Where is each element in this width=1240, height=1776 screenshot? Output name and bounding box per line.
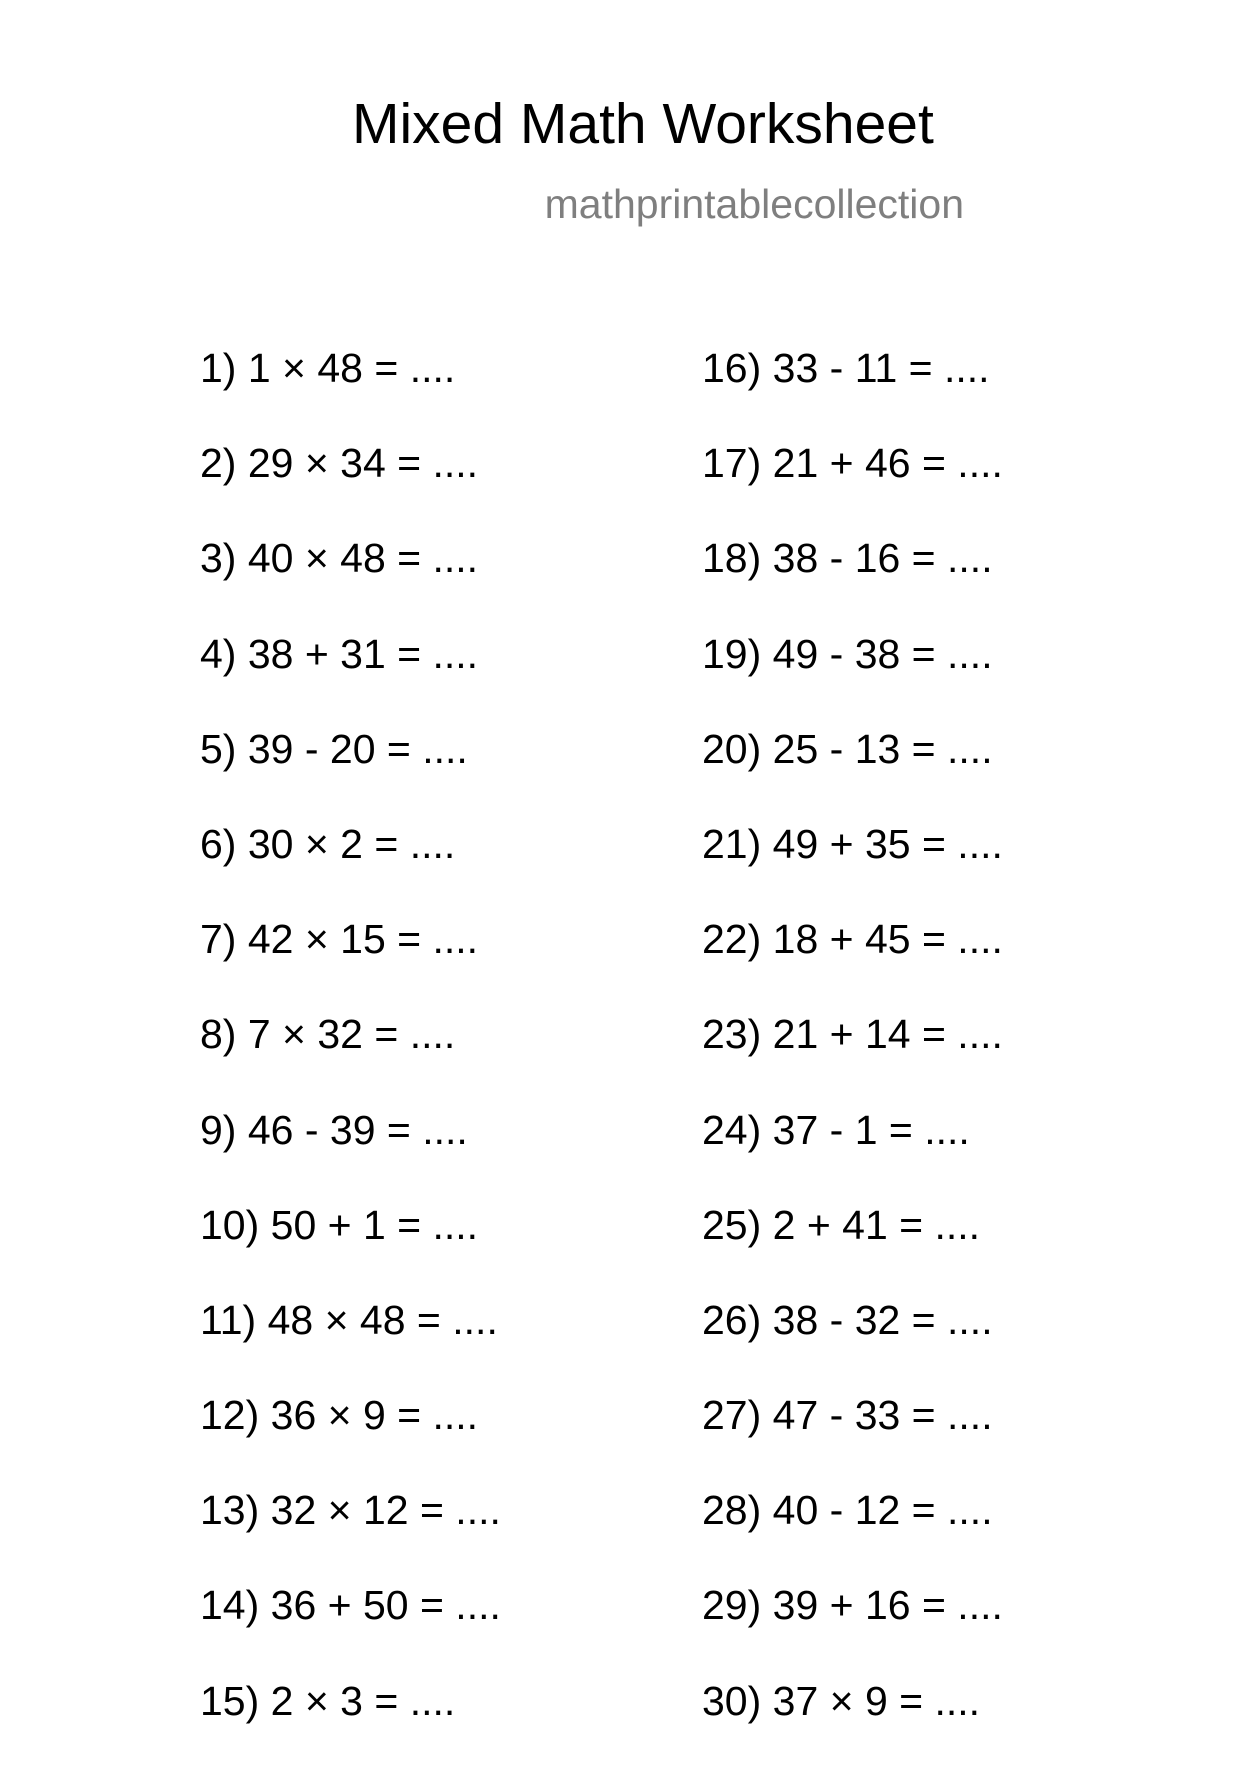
math-problem: 11) 48 × 48 = .... [200, 1296, 498, 1343]
math-problem: 1) 1 × 48 = .... [200, 345, 456, 391]
math-problem: 30) 37 × 9 = .... [702, 1677, 981, 1724]
math-problem: 10) 50 + 1 = .... [200, 1201, 479, 1248]
math-problem: 27) 47 - 33 = .... [702, 1392, 993, 1439]
math-problem: 8) 7 × 32 = .... [200, 1011, 456, 1058]
math-problem: 17) 21 + 46 = .... [702, 440, 1003, 487]
math-problem: 9) 46 - 39 = .... [200, 1106, 468, 1153]
math-problem: 22) 18 + 45 = .... [702, 916, 1003, 963]
math-problem: 15) 2 × 3 = .... [200, 1677, 456, 1724]
math-problem: 18) 38 - 16 = .... [702, 535, 993, 582]
math-problem: 4) 38 + 31 = .... [200, 630, 479, 677]
math-problem: 5) 39 - 20 = .... [200, 725, 468, 772]
math-problem: 24) 37 - 1 = .... [702, 1106, 970, 1153]
math-problem: 7) 42 × 15 = .... [200, 916, 479, 963]
math-problem: 6) 30 × 2 = .... [200, 820, 456, 867]
worksheet-subtitle: mathprintablecollection [544, 181, 964, 227]
math-problem: 20) 25 - 13 = .... [702, 725, 993, 772]
math-problem: 19) 49 - 38 = .... [702, 630, 993, 677]
math-problem: 12) 36 × 9 = .... [200, 1392, 479, 1439]
math-problem: 3) 40 × 48 = .... [200, 535, 479, 582]
problem-column-right [702, 345, 1003, 1776]
problem-column-left [200, 345, 501, 1776]
math-problem: 29) 39 + 16 = .... [702, 1582, 1003, 1629]
math-problem: 16) 33 - 11 = .... [702, 345, 990, 391]
math-problem: 13) 32 × 12 = .... [200, 1487, 501, 1534]
worksheet-title: Mixed Math Worksheet [352, 92, 934, 156]
math-problem: 23) 21 + 14 = .... [702, 1011, 1003, 1058]
math-problem: 14) 36 + 50 = .... [200, 1582, 501, 1629]
math-problem: 28) 40 - 12 = .... [702, 1487, 993, 1534]
math-problem: 2) 29 × 34 = .... [200, 440, 479, 487]
math-problem: 25) 2 + 41 = .... [702, 1201, 981, 1248]
math-problem: 26) 38 - 32 = .... [702, 1296, 993, 1343]
math-problem: 21) 49 + 35 = .... [702, 820, 1003, 867]
